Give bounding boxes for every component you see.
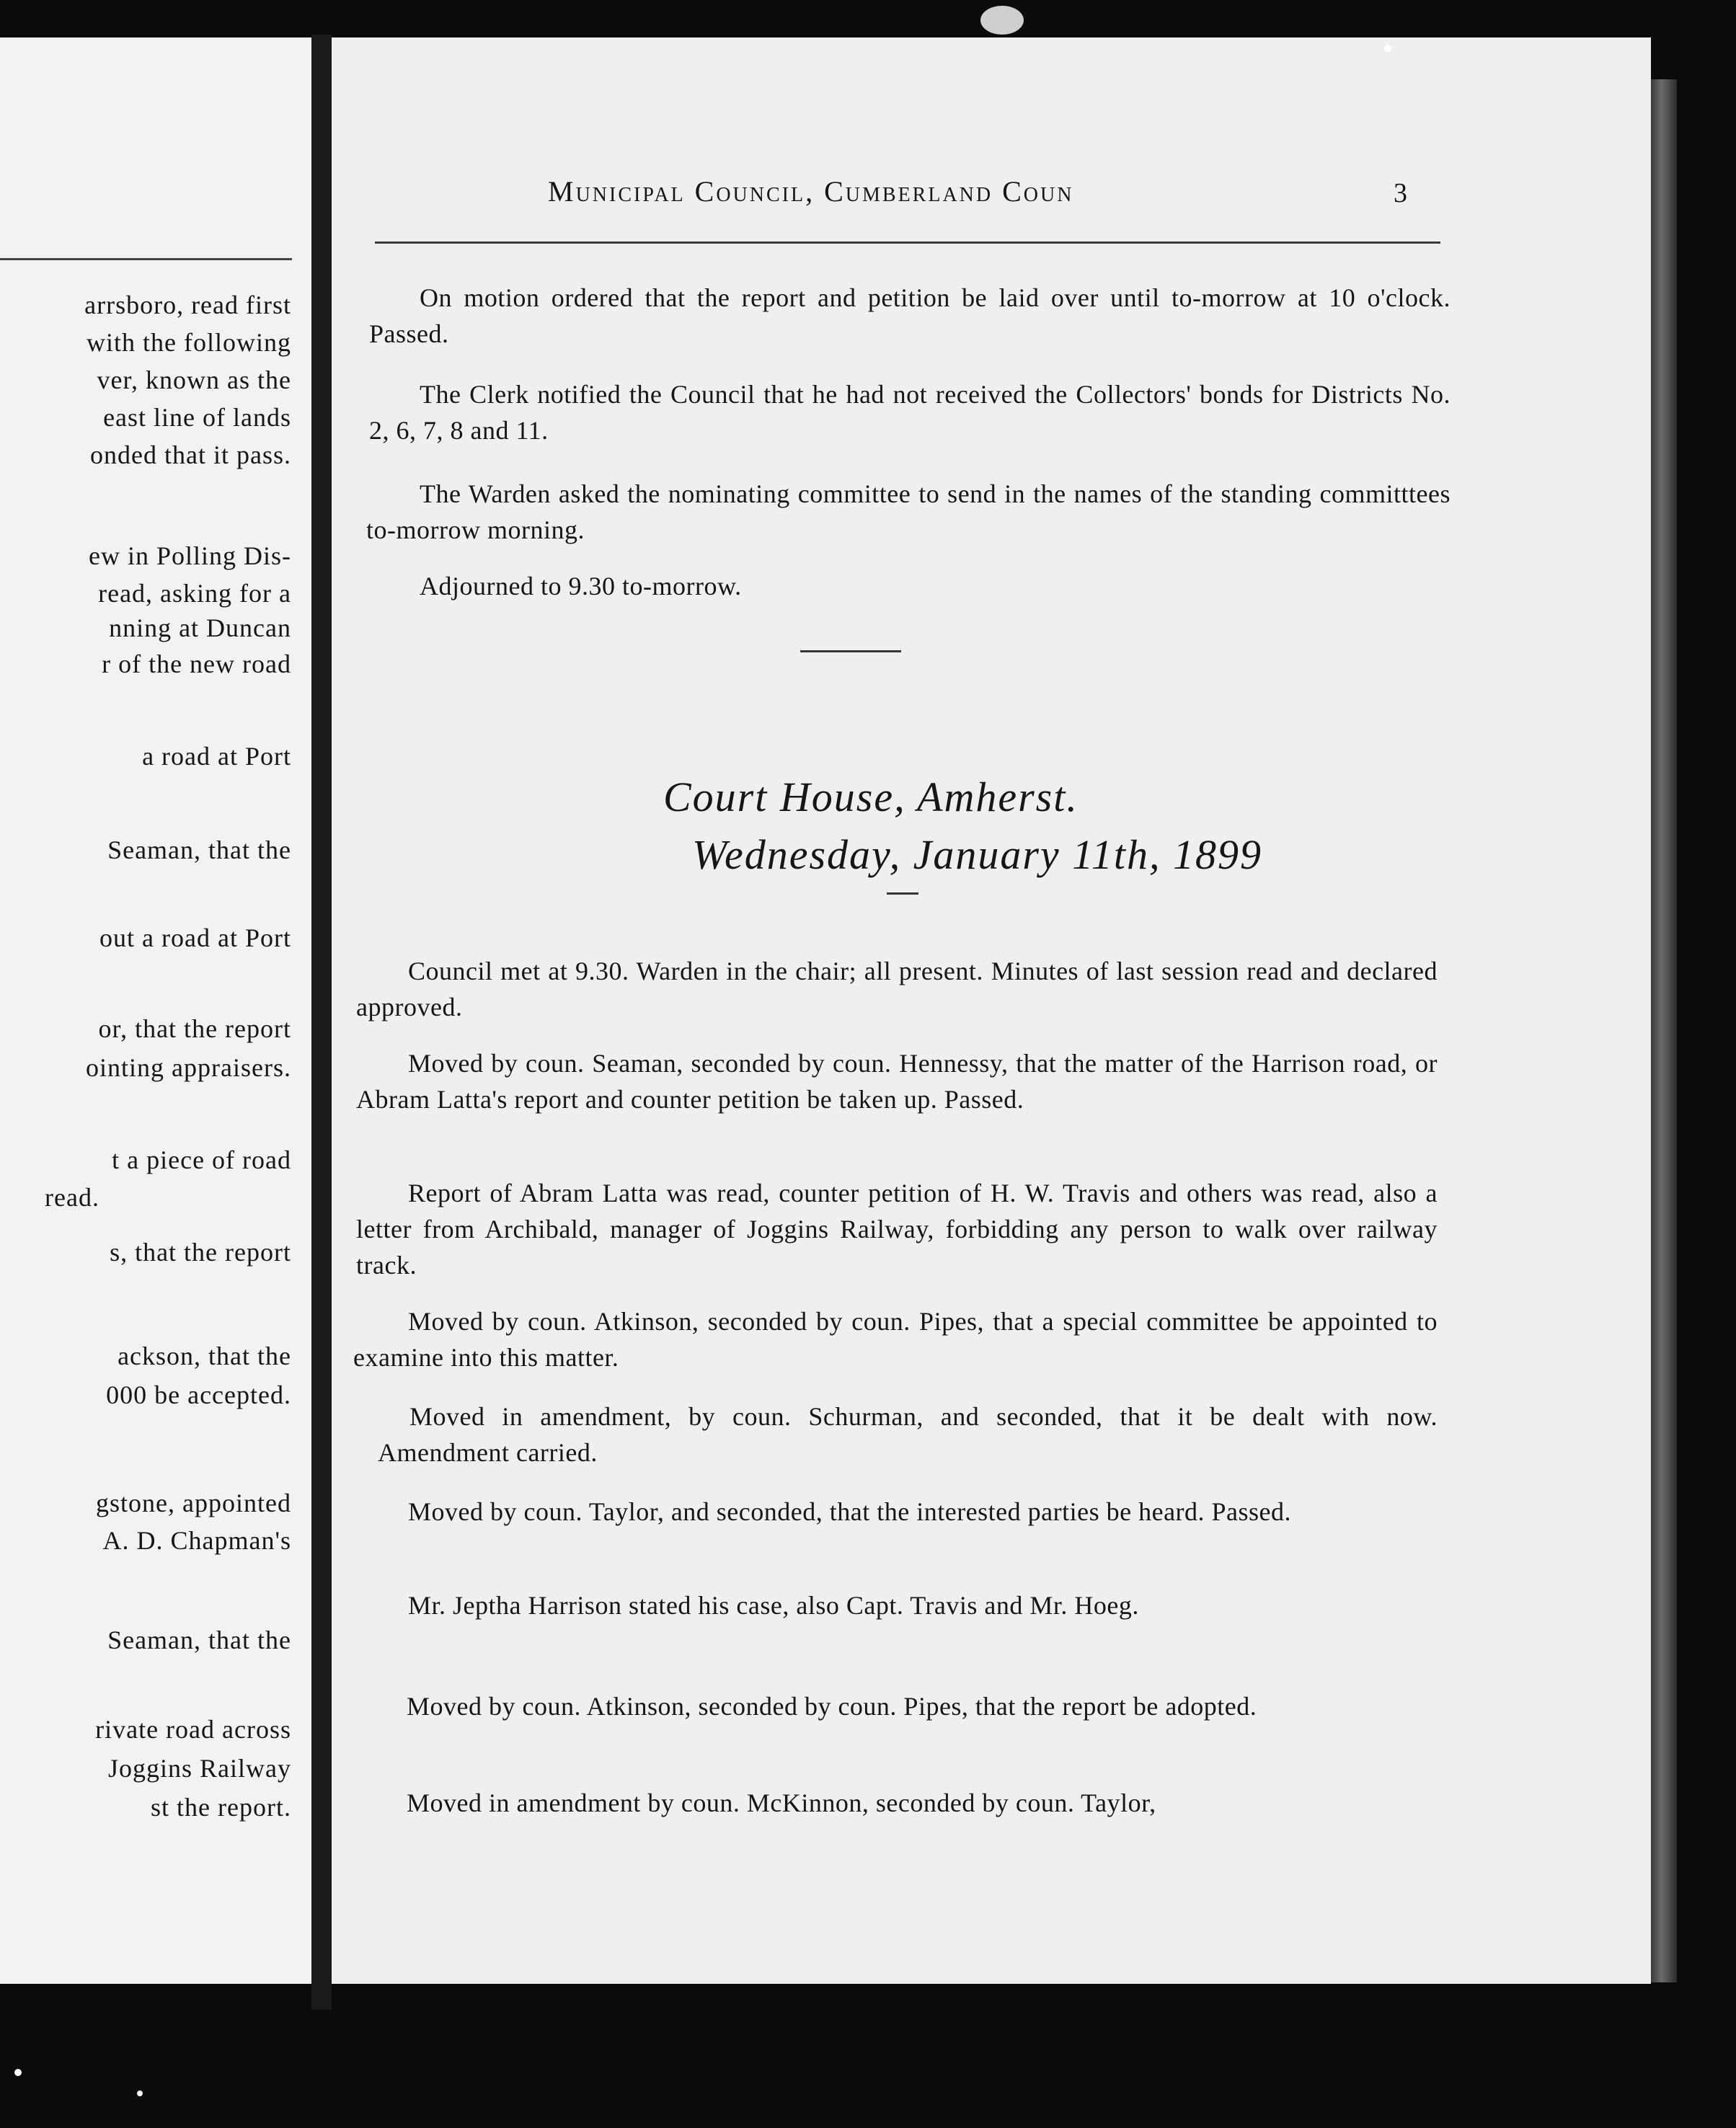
left-line: onded that it pass. xyxy=(90,440,291,469)
left-line: s, that the report xyxy=(110,1238,291,1267)
paragraph-text: The Clerk notified the Council that he had not received the Collectors' bonds for Districts No. 2, 6, 7, 8 and 11. xyxy=(369,380,1451,445)
left-page-fragment xyxy=(0,37,313,1984)
paragraph-text: The Warden asked the nominating committee to send in the names of the standing committtees to-morrow morning. xyxy=(366,479,1451,544)
paragraph xyxy=(369,280,1451,352)
scan-speck xyxy=(980,6,1024,35)
left-line: ew in Polling Dis- xyxy=(88,541,291,570)
left-line: or, that the report xyxy=(98,1014,291,1043)
paragraph-text: Report of Abram Latta was read, counter petition of H. W. Travis and others was read, also a letter from Archibald, manager of Joggins Railway, forbidding any person to walk over railway track. xyxy=(356,1179,1438,1280)
left-line: r of the new road xyxy=(102,650,291,678)
left-line: with the following xyxy=(87,328,291,357)
scan-speck xyxy=(137,2091,143,2096)
left-line: Joggins Railway xyxy=(108,1754,291,1783)
left-line: ointing appraisers. xyxy=(86,1053,291,1082)
right-page xyxy=(332,37,1651,1984)
paragraph-text: Moved by coun. Atkinson, seconded by coun. Pipes, that the report be adopted. xyxy=(407,1692,1257,1721)
left-line: Seaman, that the xyxy=(107,1626,291,1654)
running-head: Municipal Council, Cumberland Coun xyxy=(548,175,1074,208)
heading-location: Court House, Amherst. xyxy=(663,773,1079,820)
left-page-rule xyxy=(0,258,292,260)
left-line: Seaman, that the xyxy=(107,835,291,864)
heading-divider xyxy=(887,892,918,895)
left-line: arrsboro, read first xyxy=(84,291,291,319)
scan-speck xyxy=(14,2069,22,2076)
paragraph xyxy=(353,1303,1438,1375)
paragraph-text: Moved in amendment by coun. McKinnon, seconded by coun. Taylor, xyxy=(407,1788,1156,1817)
heading-date: Wednesday, January 11th, 1899 xyxy=(692,831,1262,878)
paragraph-text: Moved by coun. Seaman, seconded by coun. Hennessy, that the matter of the Harrison road, or Abram Latta's report and counter petition be taken up. Passed. xyxy=(356,1049,1438,1114)
paragraph-text: Moved by coun. Taylor, and seconded, that the interested parties be heard. Passed. xyxy=(408,1497,1292,1526)
left-line: east line of lands xyxy=(103,403,291,432)
left-line: A. D. Chapman's xyxy=(102,1526,291,1555)
paragraph-text: Moved in amendment, by coun. Schurman, and seconded, that it be dealt with now. Amendment carried. xyxy=(378,1402,1438,1467)
left-line: st the report. xyxy=(151,1793,291,1822)
left-line: a road at Port xyxy=(142,742,291,771)
left-line: ackson, that the xyxy=(118,1342,291,1370)
paragraph xyxy=(353,1587,1438,1623)
paragraph xyxy=(353,1494,1438,1530)
left-line: nning at Duncan xyxy=(109,613,291,642)
paragraph xyxy=(407,1785,1438,1821)
paragraph xyxy=(420,568,1285,604)
left-line: rivate road across xyxy=(95,1715,291,1744)
paragraph xyxy=(366,476,1451,548)
paragraph-text: On motion ordered that the report and petition be laid over until to-morrow at 10 o'clock. Passed. xyxy=(369,283,1451,348)
page-edge-shadow xyxy=(1651,79,1677,1982)
scan-speck xyxy=(1384,45,1391,52)
left-line: read. xyxy=(45,1183,99,1212)
paragraph xyxy=(369,376,1451,448)
header-rule xyxy=(375,241,1440,244)
paragraph xyxy=(356,1045,1438,1117)
paragraph xyxy=(349,1688,1433,1724)
left-line: out a road at Port xyxy=(99,923,291,952)
paragraph xyxy=(356,953,1438,1025)
paragraph xyxy=(378,1398,1438,1471)
left-line: gstone, appointed xyxy=(96,1489,291,1517)
page-number: 3 xyxy=(1394,178,1407,208)
left-line: read, asking for a xyxy=(98,579,291,608)
section-divider xyxy=(800,650,901,652)
binding-gutter xyxy=(311,35,332,2010)
left-line: t a piece of road xyxy=(112,1145,291,1174)
left-line: ver, known as the xyxy=(97,365,291,394)
paragraph-text: Mr. Jeptha Harrison stated his case, also Capt. Travis and Mr. Hoeg. xyxy=(408,1591,1139,1620)
paragraph-text: Moved by coun. Atkinson, seconded by coun. Pipes, that a special committee be appointed to examine into this matter. xyxy=(353,1307,1438,1372)
paragraph xyxy=(356,1175,1438,1283)
paragraph-text: Adjourned to 9.30 to-morrow. xyxy=(420,572,742,600)
left-line: 000 be accepted. xyxy=(106,1380,291,1409)
paragraph-text: Council met at 9.30. Warden in the chair; all present. Minutes of last session read and declared approved. xyxy=(356,957,1438,1021)
